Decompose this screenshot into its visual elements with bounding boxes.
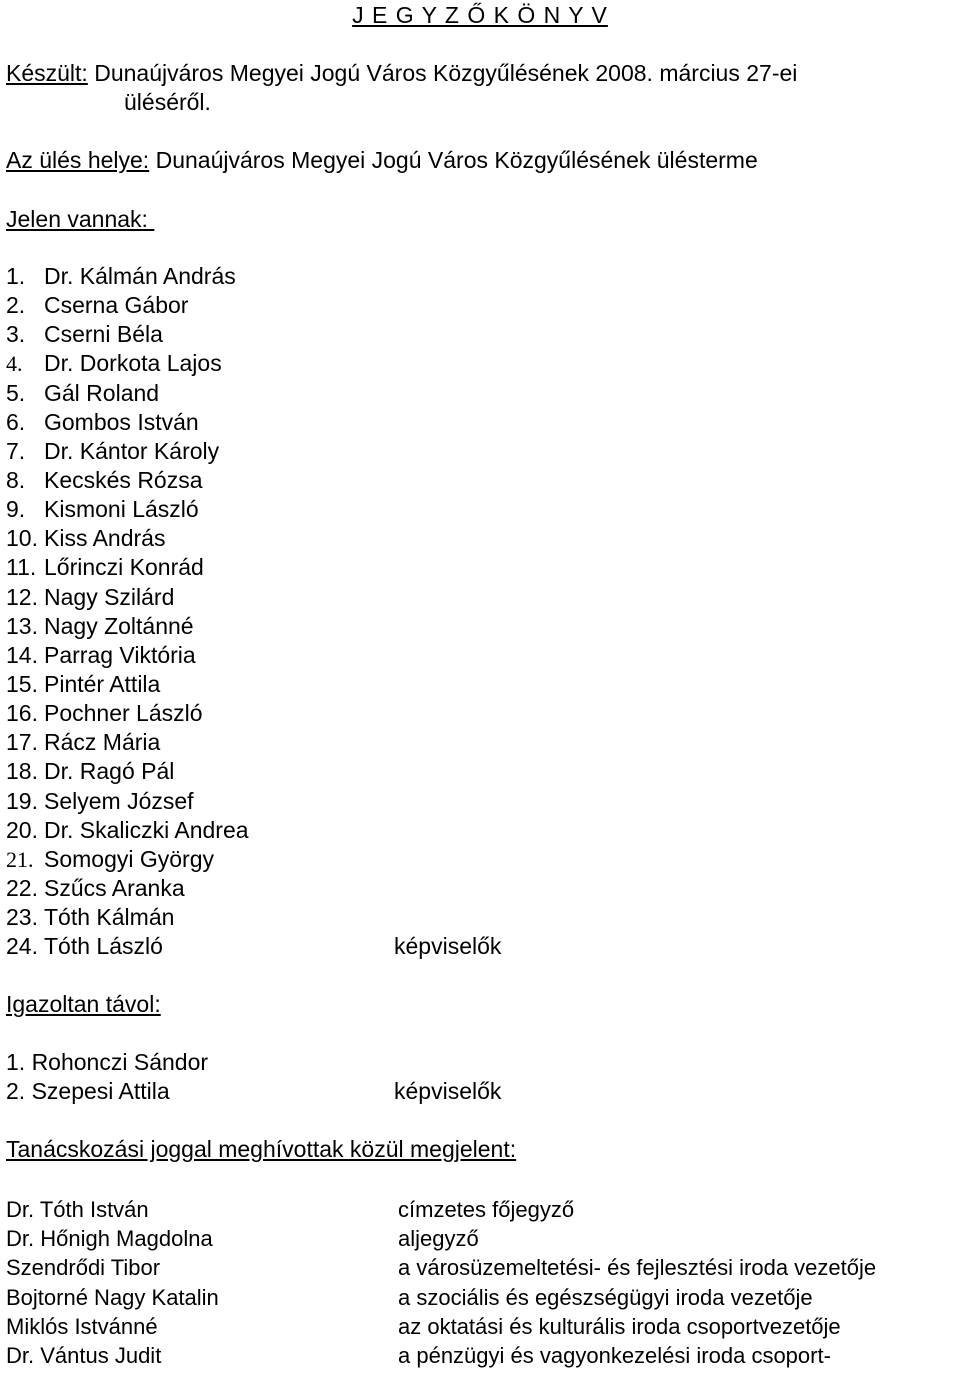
attendee-item	[6, 262, 249, 291]
place-label: Az ülés helye:	[6, 147, 150, 173]
invited-list	[6, 1195, 956, 1370]
attendee-item	[6, 670, 249, 699]
attendee-number: 15.	[6, 670, 38, 697]
attendee-name: Cserna Gábor	[44, 292, 189, 319]
attendee-item	[6, 874, 249, 903]
attendee-item	[6, 379, 249, 408]
attendee-name: Dr. Dorkota Lajos	[44, 350, 222, 377]
invited-item	[6, 1224, 956, 1253]
made-text-continued: üléséről.	[124, 89, 211, 115]
attendee-name: Cserni Béla	[44, 321, 163, 348]
attendee-number: 16.	[6, 700, 38, 727]
attendee-number: 24.	[6, 933, 38, 960]
attendee-item	[6, 524, 249, 553]
attendee-name: Dr. Skaliczki Andrea	[44, 816, 249, 843]
attendee-name: Tóth László	[44, 933, 163, 960]
attendee-item	[6, 932, 502, 961]
attendee-number: 1.	[6, 263, 26, 289]
attendee-item	[6, 583, 249, 612]
attendee-number: 20.	[6, 816, 38, 843]
invited-item	[6, 1312, 956, 1341]
invited-role: aljegyző	[398, 1226, 479, 1252]
attendee-item	[6, 845, 249, 874]
attendee-item	[6, 437, 249, 466]
attendee-item	[6, 495, 249, 524]
attendee-name: Dr. Kántor Károly	[44, 437, 220, 464]
attendee-item	[6, 787, 249, 816]
invited-name: Dr. Hőnigh Magdolna	[6, 1226, 213, 1252]
attendee-item	[6, 612, 249, 641]
attendee-number: 7.	[6, 437, 26, 464]
excused-label: Igazoltan távol:	[6, 991, 161, 1017]
invited-name: Dr. Vántus Judit	[6, 1343, 162, 1369]
attendee-item	[6, 466, 249, 495]
attendee-name: Gál Roland	[44, 379, 160, 406]
attendee-number: 6.	[6, 408, 26, 435]
attendee-item	[6, 553, 249, 582]
invited-name: Szendrődi Tibor	[6, 1255, 161, 1281]
document-title: J E G Y Z Ő K Ö N Y V	[352, 2, 608, 28]
excused-item	[6, 1077, 502, 1106]
attendee-name: Kismoni László	[44, 496, 199, 523]
invited-label: Tanácskozási joggal meghívottak közül megjelent:	[6, 1136, 517, 1162]
made-label: Készült:	[6, 60, 88, 86]
attendee-number: 9.	[6, 496, 26, 523]
attendee-name: Kiss András	[44, 525, 166, 552]
attendee-number: 21.	[6, 846, 34, 872]
attendee-item	[6, 728, 249, 757]
invited-role: a szociális és egészségügyi iroda vezetője	[398, 1284, 813, 1310]
attendee-item	[6, 816, 249, 845]
invited-name: Bojtorné Nagy Katalin	[6, 1284, 219, 1310]
attendee-item	[6, 903, 249, 932]
made-text: Dunaújváros Megyei Jogú Város Közgyűlésének 2008. március 27-ei	[94, 60, 798, 86]
invited-item	[6, 1283, 956, 1312]
excused-name: 2. Szepesi Attila	[6, 1078, 170, 1104]
attendee-name: Nagy Szilárd	[44, 583, 175, 610]
attendee-name: Selyem József	[44, 787, 194, 814]
attendee-number: 14.	[6, 641, 38, 668]
attendee-number: 18.	[6, 758, 38, 785]
invited-name: Miklós Istvánné	[6, 1313, 158, 1339]
present-label: Jelen vannak:	[6, 206, 155, 232]
attendee-number: 2.	[6, 292, 26, 319]
attendee-name: Somogyi György	[44, 845, 215, 872]
excused-role: képviselők	[394, 1078, 502, 1104]
attendee-name: Rácz Mária	[44, 729, 161, 756]
attendee-number: 8.	[6, 466, 26, 493]
attendee-number: 13.	[6, 612, 38, 639]
attendee-item	[6, 349, 249, 378]
attendee-name: Parrag Viktória	[44, 641, 196, 668]
excused-name: 1. Rohonczi Sándor	[6, 1049, 209, 1075]
attendee-name: Szűcs Aranka	[44, 874, 185, 901]
attendee-number: 3.	[6, 321, 26, 348]
invited-role: a pénzügyi és vagyonkezelési iroda csoport-	[398, 1343, 831, 1369]
attendee-name: Pintér Attila	[44, 670, 161, 697]
attendee-number: 19.	[6, 787, 38, 814]
attendee-list	[6, 262, 502, 961]
attendee-name: Nagy Zoltánné	[44, 612, 194, 639]
attendee-number: 11.	[6, 554, 37, 581]
invited-item	[6, 1253, 956, 1282]
invited-item	[6, 1341, 956, 1370]
attendee-item	[6, 757, 249, 786]
attendee-number: 10.	[6, 525, 38, 552]
attendee-item	[6, 699, 249, 728]
invited-role: az oktatási és kulturális iroda csoportvezetője	[398, 1313, 841, 1339]
attendee-item	[6, 320, 249, 349]
place-line	[6, 147, 758, 174]
attendee-name: Pochner László	[44, 700, 203, 727]
attendee-number: 4.	[6, 351, 23, 377]
place-text: Dunaújváros Megyei Jogú Város Közgyűlésének ülésterme	[155, 147, 758, 173]
attendee-number: 12.	[6, 583, 38, 610]
invited-name: Dr. Tóth István	[6, 1197, 149, 1222]
invited-role: címzetes főjegyző	[398, 1197, 575, 1222]
attendee-name: Kecskés Rózsa	[44, 466, 203, 493]
attendee-number: 5.	[6, 379, 26, 406]
excused-list	[6, 1048, 502, 1106]
attendee-role: képviselők	[394, 933, 502, 960]
excused-item	[6, 1048, 208, 1077]
attendee-number: 23.	[6, 904, 38, 931]
attendee-number: 22.	[6, 874, 38, 901]
attendee-item	[6, 641, 249, 670]
attendee-number: 17.	[6, 729, 38, 756]
attendee-item	[6, 408, 249, 437]
attendee-name: Dr. Kálmán András	[44, 263, 236, 289]
attendee-name: Tóth Kálmán	[44, 904, 175, 931]
invited-role: a városüzemeltetési- és fejlesztési iroda vezetője	[398, 1255, 877, 1281]
attendee-name: Lőrinczi Konrád	[44, 554, 204, 581]
attendee-item	[6, 291, 249, 320]
attendee-name: Gombos István	[44, 408, 199, 435]
invited-item	[6, 1195, 956, 1224]
attendee-name: Dr. Ragó Pál	[44, 758, 175, 785]
made-line	[6, 60, 797, 87]
